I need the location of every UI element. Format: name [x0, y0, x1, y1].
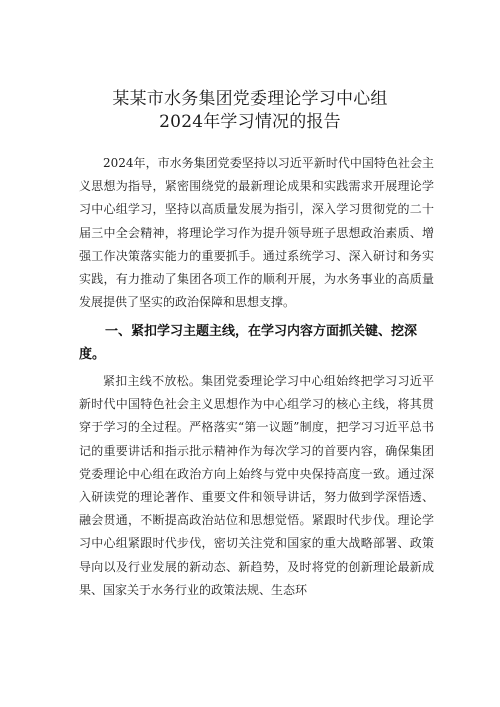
intro-paragraph: 2024年，市水务集团党委坚持以习近平新时代中国特色社会主义思想为指导，紧密围绕党的最新理论成果和实践需求开展理论学习中心组学习，坚持以高质量发展为指引，深入学习贯彻党的二十届三中全会精神，将理论学习作为提升领导班子思想政治素质、增强工作决策落实能力的重要抓手。通过系统学习、深入研讨和务实实践，有力推动了集团各项工作的顺利开展，为水务事业的高质量发展提供了坚实的政治保障和思想支撑。: [79, 156, 434, 310]
document-title-line2: 2024年学习情况的报告: [159, 112, 341, 132]
document-title-line1: 某某市水务集团党委理论学习中心组: [112, 89, 388, 109]
section1-paragraph: 紧扣主线不放松。集团党委理论学习中心组始终把学习习近平新时代中国特色社会主义思想作为中心组学习的核心主线，将其贯穿于学习的全过程。严格落实“第一议题”制度，把学习习近平总书记的重要讲话和指示批示精神作为每次学习的首要内容，确保集团党委理论中心组在政治方向上始终与党中央保持高度一致。通过深入研读党的理论著作、重要文件和领导讲话，努力做到学深悟透、融会贯通，不断提高政治站位和思想觉悟。紧跟时代步伐。理论学习中心组紧跟时代步伐，密切关注党和国家的重大战略部署、政策导向以及行业发展的新动态、新趋势，及时将党的创新理论最新成果、国家关于水务行业的政策法规、生态环: [79, 374, 434, 597]
section1-heading: 一、紧扣学习主题主线，在学习内容方面抓关键、挖深度。: [79, 324, 418, 362]
